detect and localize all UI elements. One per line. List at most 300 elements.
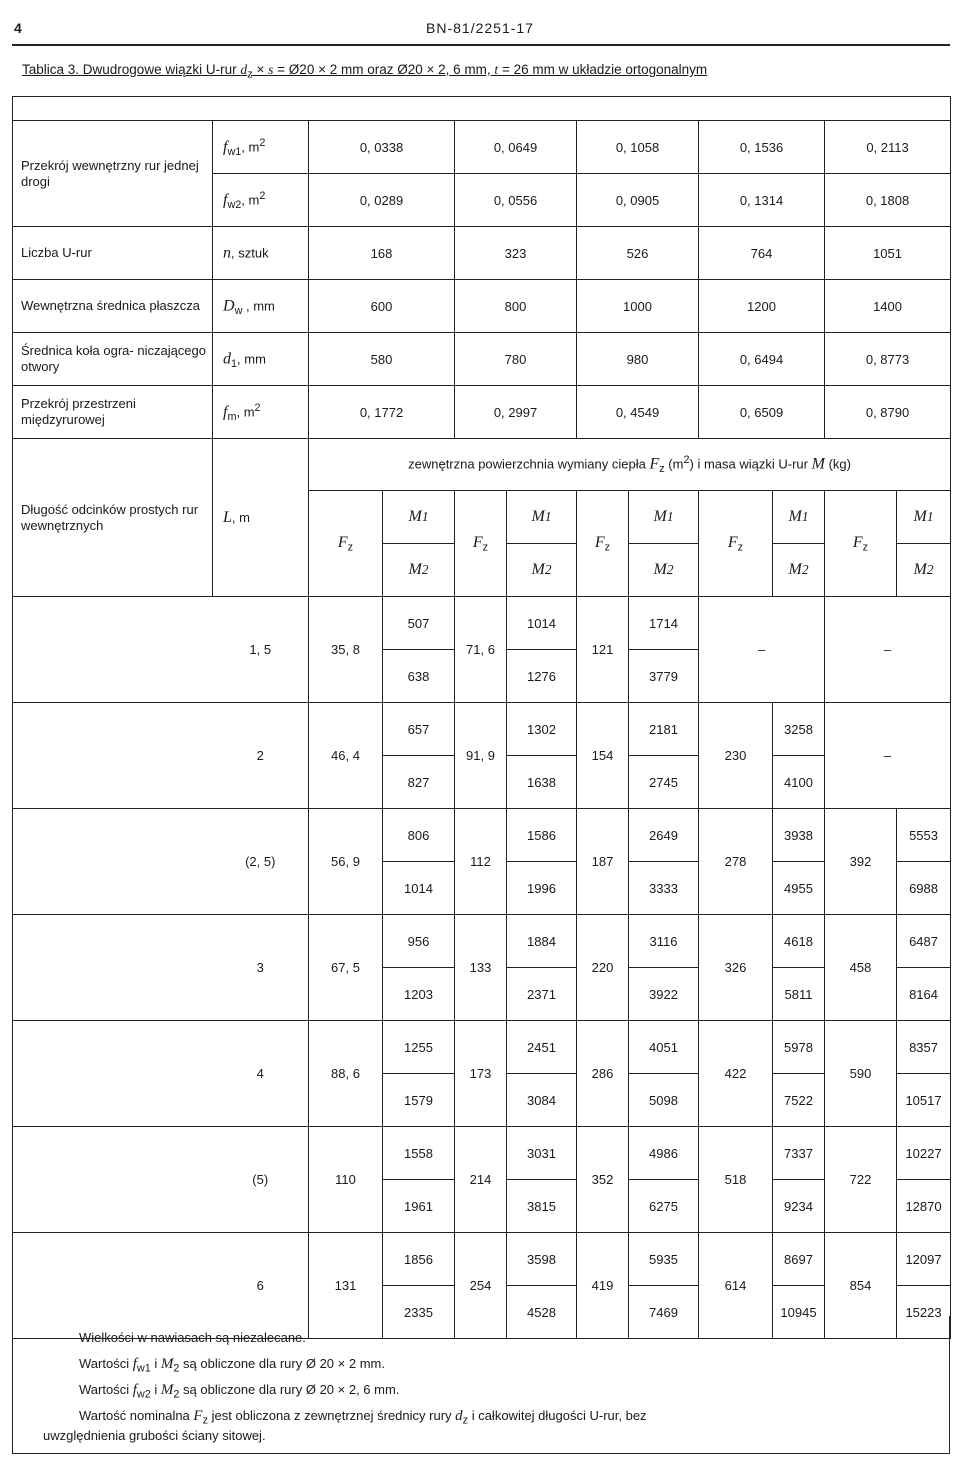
param-value: 0, 1808 bbox=[825, 174, 951, 227]
header-text-2: i masa wiązki U-rur bbox=[697, 456, 808, 472]
length-symbol bbox=[213, 439, 309, 597]
row-length: 2 bbox=[213, 703, 309, 809]
param-value: 1200 bbox=[699, 280, 825, 333]
mass-fraction bbox=[507, 703, 576, 808]
note-2-a: Wartości bbox=[79, 1356, 130, 1371]
m1-value: 8697 bbox=[773, 1233, 824, 1286]
param-label: Liczba U-rur bbox=[13, 227, 213, 280]
mass-cell bbox=[383, 809, 455, 915]
param-value: 0, 6509 bbox=[699, 386, 825, 439]
page-number: 4 bbox=[14, 20, 22, 36]
fz-value: 88, 6 bbox=[309, 1021, 383, 1127]
param-symbol-sub: w2 bbox=[227, 198, 242, 211]
caption-dz: d bbox=[240, 62, 248, 77]
m-fraction bbox=[897, 491, 950, 596]
col-fz-letter: F bbox=[727, 533, 738, 551]
mass-cell bbox=[773, 1021, 825, 1127]
note-4-a: Wartość nominalna bbox=[79, 1408, 190, 1423]
m-fraction bbox=[773, 491, 824, 596]
param-value: 0, 1314 bbox=[699, 174, 825, 227]
m1-value: 2181 bbox=[629, 703, 698, 756]
mass-cell bbox=[773, 915, 825, 1021]
param-unit-sup: 2 bbox=[259, 189, 266, 202]
mass-fraction bbox=[773, 915, 824, 1020]
m2-value: 2371 bbox=[527, 986, 556, 1002]
note-4-d: d bbox=[455, 1408, 463, 1424]
m2-letter: M bbox=[913, 561, 927, 578]
col-fz-letter: F bbox=[852, 533, 863, 551]
note-3-m: M bbox=[160, 1382, 174, 1398]
mass-fraction bbox=[897, 1127, 950, 1232]
param-value: 0, 1772 bbox=[309, 386, 455, 439]
col-header-m bbox=[629, 491, 699, 597]
param-value: 764 bbox=[699, 227, 825, 280]
param-unit: , mm bbox=[242, 297, 275, 313]
note-3-b: są obliczone dla rury Ø 20 × 2, 6 mm. bbox=[183, 1382, 400, 1397]
m2-value: 10517 bbox=[905, 1092, 942, 1108]
m2-value: 638 bbox=[407, 668, 430, 684]
fz-value: 187 bbox=[577, 809, 629, 915]
mass-cell bbox=[507, 1021, 577, 1127]
m2-value: 3779 bbox=[649, 668, 678, 684]
row-length: 3 bbox=[213, 915, 309, 1021]
mass-cell bbox=[897, 1127, 951, 1233]
param-value: 0, 0556 bbox=[455, 174, 577, 227]
length-header-row bbox=[13, 439, 951, 491]
fz-value: 91, 9 bbox=[455, 703, 507, 809]
param-symbol-letter: f bbox=[223, 137, 228, 155]
m1-letter: M bbox=[653, 508, 667, 525]
note-2-f: f bbox=[132, 1356, 137, 1372]
note-2-msub: 2 bbox=[173, 1362, 180, 1375]
mass-cell bbox=[629, 703, 699, 809]
param-value: 0, 6494 bbox=[699, 333, 825, 386]
mass-fraction bbox=[629, 1021, 698, 1126]
mass-cell bbox=[773, 1127, 825, 1233]
note-4-b: jest obliczona z zewnętrznej średnicy rury bbox=[211, 1408, 452, 1423]
m1-value: 5553 bbox=[897, 809, 950, 862]
param-row bbox=[13, 333, 951, 386]
m2-value: 827 bbox=[407, 774, 430, 790]
param-row bbox=[13, 227, 951, 280]
m1-value: 4986 bbox=[629, 1127, 698, 1180]
m2-value: 2745 bbox=[649, 774, 678, 790]
m1-value: 1558 bbox=[383, 1127, 454, 1180]
note-4-c: i całkowitej długości U-rur, bez bbox=[471, 1408, 647, 1423]
empty-cell: – bbox=[825, 597, 951, 703]
mass-fraction bbox=[629, 703, 698, 808]
row-label-blank bbox=[13, 1021, 213, 1127]
mass-cell bbox=[383, 597, 455, 703]
m1-value: 10227 bbox=[897, 1127, 950, 1180]
param-value: 1400 bbox=[825, 280, 951, 333]
note-2-b: są obliczone dla rury Ø 20 × 2 mm. bbox=[183, 1356, 385, 1371]
row-label-blank bbox=[13, 597, 213, 703]
note-4-fsub: z bbox=[202, 1414, 209, 1427]
col-header-m bbox=[507, 491, 577, 597]
mass-fraction bbox=[383, 1127, 454, 1232]
fz-value: 614 bbox=[699, 1233, 773, 1339]
note-4-dsub: z bbox=[462, 1414, 469, 1427]
mass-cell bbox=[507, 1127, 577, 1233]
mass-cell bbox=[383, 1021, 455, 1127]
mass-cell bbox=[629, 597, 699, 703]
note-2-m: M bbox=[160, 1356, 174, 1372]
m2-value: 8164 bbox=[909, 986, 938, 1002]
document-code: BN-81/2251-17 bbox=[426, 20, 534, 36]
m2-value: 15223 bbox=[905, 1304, 942, 1320]
param-symbol-letter: n bbox=[223, 243, 231, 261]
param-label: Przekrój wewnętrzny rur jednej drogi bbox=[13, 121, 213, 227]
fz-value: 173 bbox=[455, 1021, 507, 1127]
m1-value: 1586 bbox=[507, 809, 576, 862]
param-symbol-letter: D bbox=[223, 296, 235, 314]
row-length: 6 bbox=[213, 1233, 309, 1339]
row-label-blank bbox=[13, 1127, 213, 1233]
mass-fraction bbox=[507, 1127, 576, 1232]
m1-value: 657 bbox=[383, 703, 454, 756]
m2-value: 5098 bbox=[649, 1092, 678, 1108]
fz-value: 230 bbox=[699, 703, 773, 809]
fz-value: 422 bbox=[699, 1021, 773, 1127]
length-symbol-letter: L bbox=[223, 508, 232, 526]
param-unit: , mm bbox=[237, 350, 266, 366]
fz-value: 722 bbox=[825, 1127, 897, 1233]
m1-sub: 1 bbox=[801, 509, 809, 524]
mass-cell bbox=[507, 703, 577, 809]
param-value: 780 bbox=[455, 333, 577, 386]
m1-letter: M bbox=[788, 508, 802, 525]
m2-value: 7522 bbox=[784, 1092, 813, 1108]
param-value: 0, 0338 bbox=[309, 121, 455, 174]
param-value: 800 bbox=[455, 280, 577, 333]
table-row bbox=[13, 809, 951, 915]
col-fz-letter: F bbox=[594, 533, 605, 551]
param-symbol-sub: w1 bbox=[227, 145, 242, 158]
m2-sub: 2 bbox=[421, 562, 429, 577]
col-header-m bbox=[773, 491, 825, 597]
mass-cell bbox=[773, 809, 825, 915]
m1-value: 1714 bbox=[629, 597, 698, 650]
param-row bbox=[13, 280, 951, 333]
mass-cell bbox=[897, 809, 951, 915]
mass-fraction bbox=[383, 703, 454, 808]
param-value: 0, 2113 bbox=[825, 121, 951, 174]
fz-value: 110 bbox=[309, 1127, 383, 1233]
m1-value: 806 bbox=[383, 809, 454, 862]
param-value: 0, 2997 bbox=[455, 386, 577, 439]
fz-value: 590 bbox=[825, 1021, 897, 1127]
header-m: M bbox=[811, 455, 825, 473]
mass-cell bbox=[383, 1127, 455, 1233]
table-row bbox=[13, 1021, 951, 1127]
mass-fraction bbox=[773, 809, 824, 914]
mass-fraction bbox=[507, 1021, 576, 1126]
m1-value: 8357 bbox=[897, 1021, 950, 1074]
table-row bbox=[13, 703, 951, 809]
fz-value: 133 bbox=[455, 915, 507, 1021]
m2-value: 6988 bbox=[909, 880, 938, 896]
col-header-m bbox=[897, 491, 951, 597]
mass-cell bbox=[383, 703, 455, 809]
fz-value: 458 bbox=[825, 915, 897, 1021]
table-row bbox=[13, 915, 951, 1021]
param-label: Średnica koła ogra- niczającego otwory bbox=[13, 333, 213, 386]
m2-value: 3333 bbox=[649, 880, 678, 896]
param-value: 0, 1536 bbox=[699, 121, 825, 174]
param-symbol bbox=[213, 174, 309, 227]
m2-letter: M bbox=[531, 561, 545, 578]
mass-fraction bbox=[383, 597, 454, 702]
m2-header bbox=[897, 544, 950, 596]
m1-value: 5978 bbox=[773, 1021, 824, 1074]
mass-fraction bbox=[383, 809, 454, 914]
param-symbol-sub: m bbox=[227, 410, 237, 423]
col-fz-letter: F bbox=[337, 533, 348, 551]
caption-prefix: Tablica 3. Dwudrogowe wiązki U-rur bbox=[22, 62, 237, 77]
fz-value: 214 bbox=[455, 1127, 507, 1233]
fz-value: 854 bbox=[825, 1233, 897, 1339]
page-header bbox=[0, 18, 960, 42]
note-3-f: f bbox=[132, 1382, 137, 1398]
param-unit: , m bbox=[241, 138, 260, 154]
fz-value: 278 bbox=[699, 809, 773, 915]
m1-value: 2649 bbox=[629, 809, 698, 862]
param-value: 0, 0649 bbox=[455, 121, 577, 174]
m1-letter: M bbox=[408, 508, 422, 525]
table-caption bbox=[22, 62, 707, 81]
mass-fraction bbox=[629, 597, 698, 702]
m-fraction bbox=[507, 491, 576, 596]
row-label-blank bbox=[13, 809, 213, 915]
caption-tail: = 26 mm w układzie ortogonalnym bbox=[501, 62, 708, 77]
m2-sub: 2 bbox=[801, 562, 809, 577]
m2-value: 9234 bbox=[784, 1198, 813, 1214]
m2-value: 4955 bbox=[784, 880, 813, 896]
mass-fraction bbox=[507, 915, 576, 1020]
length-unit: , m bbox=[231, 509, 250, 525]
mass-cell bbox=[629, 1127, 699, 1233]
m2-value: 4528 bbox=[527, 1304, 556, 1320]
param-value: 0, 0289 bbox=[309, 174, 455, 227]
m1-value: 3938 bbox=[773, 809, 824, 862]
param-value: 0, 1058 bbox=[577, 121, 699, 174]
m1-sub: 1 bbox=[666, 509, 674, 524]
m2-sub: 2 bbox=[666, 562, 674, 577]
param-value: 168 bbox=[309, 227, 455, 280]
mass-fraction bbox=[897, 809, 950, 914]
row-length: 1, 5 bbox=[213, 597, 309, 703]
fz-value: 56, 9 bbox=[309, 809, 383, 915]
m1-value: 3258 bbox=[773, 703, 824, 756]
m2-value: 3815 bbox=[527, 1198, 556, 1214]
m2-value: 3084 bbox=[527, 1092, 556, 1108]
mass-cell bbox=[507, 809, 577, 915]
note-3-msub: 2 bbox=[173, 1388, 180, 1401]
param-symbol-sub: w bbox=[234, 304, 243, 317]
m2-value: 7469 bbox=[649, 1304, 678, 1320]
param-row bbox=[13, 121, 951, 174]
fz-value: 121 bbox=[577, 597, 629, 703]
param-symbol bbox=[213, 386, 309, 439]
note-2-fsub: w1 bbox=[136, 1362, 151, 1375]
note-4 bbox=[79, 1408, 647, 1427]
m2-value: 3922 bbox=[649, 986, 678, 1002]
caption-times: × bbox=[256, 62, 265, 77]
m2-value: 6275 bbox=[649, 1198, 678, 1214]
spacer-cell bbox=[13, 97, 951, 121]
spacer-row bbox=[13, 97, 951, 121]
mass-fraction bbox=[507, 809, 576, 914]
param-symbol-sub: 1 bbox=[231, 357, 238, 370]
m1-value: 7337 bbox=[773, 1127, 824, 1180]
param-unit-sup: 2 bbox=[254, 401, 261, 414]
header-unit-sup: 2 bbox=[683, 454, 690, 467]
param-value: 1000 bbox=[577, 280, 699, 333]
m2-value: 12870 bbox=[905, 1198, 942, 1214]
fz-value: 131 bbox=[309, 1233, 383, 1339]
fz-value: 392 bbox=[825, 809, 897, 915]
col-fz-letter: F bbox=[472, 533, 483, 551]
m1-value: 4051 bbox=[629, 1021, 698, 1074]
note-3-i: i bbox=[154, 1382, 158, 1397]
param-label: Przekrój przestrzeni międzyrurowej bbox=[13, 386, 213, 439]
m1-value: 4618 bbox=[773, 915, 824, 968]
note-1: Wielkości w nawiasach są niezalecane. bbox=[79, 1330, 306, 1345]
param-value: 0, 0905 bbox=[577, 174, 699, 227]
mass-fraction bbox=[773, 703, 824, 808]
m1-letter: M bbox=[531, 508, 545, 525]
fz-value: 71, 6 bbox=[455, 597, 507, 703]
mass-fraction bbox=[507, 597, 576, 702]
param-value: 980 bbox=[577, 333, 699, 386]
param-value: 0, 8773 bbox=[825, 333, 951, 386]
m2-letter: M bbox=[788, 561, 802, 578]
m1-header bbox=[507, 491, 576, 544]
param-unit: , m bbox=[241, 191, 260, 207]
empty-cell: – bbox=[699, 597, 825, 703]
fz-value: 286 bbox=[577, 1021, 629, 1127]
m2-header bbox=[629, 544, 698, 596]
caption-s: s bbox=[268, 62, 274, 77]
m2-header bbox=[507, 544, 576, 596]
mass-fraction bbox=[897, 1021, 950, 1126]
col-fz-sub: z bbox=[482, 541, 489, 554]
header-rule bbox=[12, 44, 950, 46]
mass-cell bbox=[507, 915, 577, 1021]
param-symbol bbox=[213, 333, 309, 386]
mass-cell bbox=[629, 809, 699, 915]
table-row bbox=[13, 597, 951, 703]
m-fraction bbox=[629, 491, 698, 596]
col-fz-sub: z bbox=[862, 541, 869, 554]
m2-value: 1579 bbox=[404, 1092, 433, 1108]
m2-value: 5811 bbox=[784, 986, 813, 1002]
fz-value: 518 bbox=[699, 1127, 773, 1233]
header-unit-end: ) bbox=[689, 456, 694, 472]
m1-value: 1255 bbox=[383, 1021, 454, 1074]
col-header-fz bbox=[455, 491, 507, 597]
param-value: 0, 8790 bbox=[825, 386, 951, 439]
fz-value: 352 bbox=[577, 1127, 629, 1233]
col-header-m bbox=[383, 491, 455, 597]
mass-cell bbox=[383, 915, 455, 1021]
fz-value: 254 bbox=[455, 1233, 507, 1339]
m1-header bbox=[773, 491, 824, 544]
fz-value: 35, 8 bbox=[309, 597, 383, 703]
m1-value: 1302 bbox=[507, 703, 576, 756]
mass-cell bbox=[773, 703, 825, 809]
param-symbol-letter: d bbox=[223, 349, 231, 367]
m1-sub: 1 bbox=[926, 509, 934, 524]
header-kg: (kg) bbox=[828, 456, 851, 472]
param-value: 0, 4549 bbox=[577, 386, 699, 439]
data-table bbox=[12, 96, 951, 1339]
m1-letter: M bbox=[913, 508, 927, 525]
row-label-blank bbox=[13, 915, 213, 1021]
col-fz-sub: z bbox=[737, 541, 744, 554]
m1-value: 3116 bbox=[629, 915, 698, 968]
m1-header bbox=[897, 491, 950, 544]
param-row bbox=[13, 386, 951, 439]
mass-cell bbox=[629, 915, 699, 1021]
m2-header bbox=[383, 544, 454, 596]
param-symbol-letter: f bbox=[223, 402, 228, 420]
m1-value: 6487 bbox=[897, 915, 950, 968]
row-label-blank bbox=[13, 703, 213, 809]
m2-value: 2335 bbox=[404, 1304, 433, 1320]
m1-sub: 1 bbox=[544, 509, 552, 524]
header-unit: (m bbox=[668, 456, 684, 472]
row-length: 4 bbox=[213, 1021, 309, 1127]
m1-value: 12097 bbox=[897, 1233, 950, 1286]
mass-fraction bbox=[897, 915, 950, 1020]
param-symbol bbox=[213, 280, 309, 333]
notes-box bbox=[12, 1316, 950, 1454]
mass-fraction bbox=[773, 1127, 824, 1232]
param-value: 580 bbox=[309, 333, 455, 386]
param-label: Wewnętrzna średnica płaszcza bbox=[13, 280, 213, 333]
note-5: uwzględnienia grubości ściany sitowej. bbox=[43, 1428, 266, 1443]
m2-value: 1276 bbox=[527, 668, 556, 684]
fz-value: 46, 4 bbox=[309, 703, 383, 809]
caption-t: t bbox=[494, 62, 499, 77]
m1-value: 5935 bbox=[629, 1233, 698, 1286]
param-unit-sup: 2 bbox=[259, 136, 266, 149]
m1-value: 507 bbox=[383, 597, 454, 650]
note-3 bbox=[79, 1382, 399, 1401]
col-header-fz bbox=[309, 491, 383, 597]
m2-value: 1996 bbox=[527, 880, 556, 896]
note-2 bbox=[79, 1356, 385, 1375]
header-f-sub: z bbox=[659, 462, 665, 475]
mass-cell bbox=[897, 915, 951, 1021]
table-row bbox=[13, 1127, 951, 1233]
fz-value: 67, 5 bbox=[309, 915, 383, 1021]
caption-dz-sub: z bbox=[247, 68, 253, 81]
length-label: Długość odcinków prostych rur wewnętrznych bbox=[13, 439, 213, 597]
length-header-text bbox=[309, 439, 951, 491]
note-4-f: F bbox=[193, 1408, 203, 1424]
m1-sub: 1 bbox=[421, 509, 429, 524]
param-value: 1051 bbox=[825, 227, 951, 280]
m2-value: 1203 bbox=[404, 986, 433, 1002]
fz-value: 326 bbox=[699, 915, 773, 1021]
mass-fraction bbox=[773, 1021, 824, 1126]
m2-value: 10945 bbox=[780, 1304, 817, 1320]
m2-sub: 2 bbox=[544, 562, 552, 577]
col-header-fz bbox=[577, 491, 629, 597]
